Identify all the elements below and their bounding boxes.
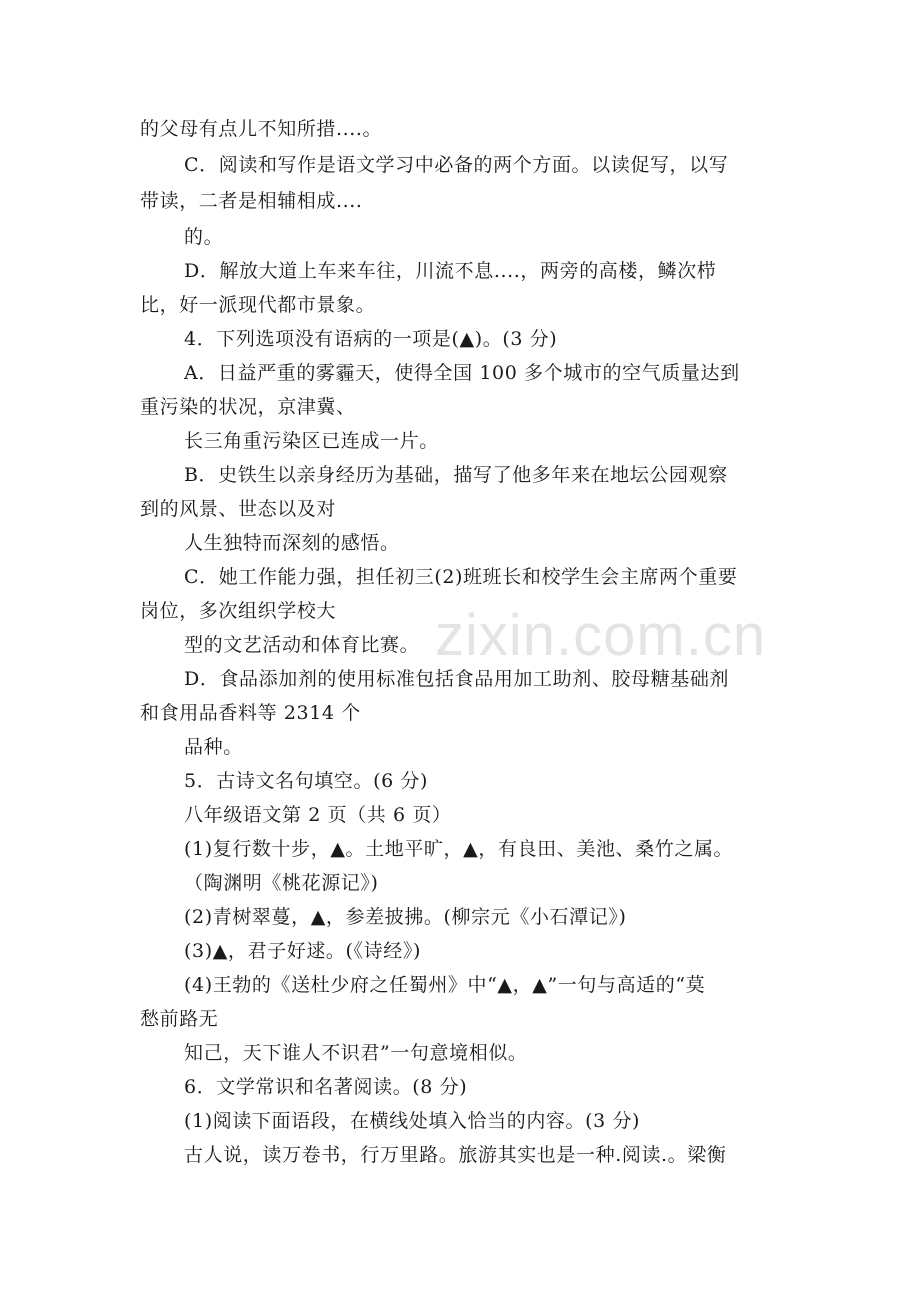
text-line: 到的风景、世态以及对: [140, 498, 337, 520]
page-footer: 八年级语文第 2 页（共 6 页）: [184, 804, 452, 826]
subquestion-6-1: (1)阅读下面语段，在横线处填入恰当的内容。(3 分): [184, 1110, 641, 1132]
poem-item-2: (2)青树翠蔓，▲，参差披拂。(柳宗元《小石潭记》): [184, 906, 627, 928]
question-5-title: 5．古诗文名句填空。(6 分): [184, 770, 429, 792]
question-6-title: 6．文学常识和名著阅读。(8 分): [184, 1076, 468, 1098]
poem-item-1: (1)复行数十步，▲。土地平旷，▲，有良田、美池、桑竹之属。: [184, 838, 734, 860]
text-line: 比，好一派现代都市景象。: [140, 294, 376, 316]
option-a-text: A．日益严重的雾霾天，使得全国 100 多个城市的空气质量达到: [184, 362, 740, 384]
text-line: 愁前路无: [140, 1008, 219, 1030]
text-line: 带读，二者是相辅相成....: [140, 190, 363, 212]
text-line: 型的文艺活动和体育比赛。: [184, 634, 420, 656]
text-line: 长三角重污染区已连成一片。: [184, 430, 439, 452]
text-line: 的父母有点儿不知所措....。: [140, 118, 383, 140]
option-b-text: B．史铁生以亲身经历为基础，描写了他多年来在地坛公园观察: [184, 464, 728, 486]
option-d-text: D．解放大道上车来车往，川流不息....，两旁的高楼，鳞次栉: [184, 260, 717, 282]
option-c-text: C．她工作能力强，担任初三(2)班班长和校学生会主席两个重要: [184, 566, 738, 588]
text-line: 岗位，多次组织学校大: [140, 600, 337, 622]
text-line: 的。: [184, 226, 224, 248]
text-line: 重污染的状况，京津冀、: [140, 396, 356, 418]
option-d-text: D．食品添加剂的使用标准包括食品用加工助剂、胶母糖基础剂: [184, 668, 730, 690]
watermark: zixin.com.cn: [435, 603, 767, 668]
poem-item-3: (3)▲，君子好逑。(《诗经》): [184, 940, 421, 962]
text-line: 古人说，读万卷书，行万里路。旅游其实也是一种.阅读.。梁衡: [184, 1144, 727, 1166]
text-line: 和食用品香料等 2314 个: [140, 702, 361, 724]
question-4-title: 4．下列选项没有语病的一项是(▲)。(3 分): [184, 328, 558, 350]
option-c-text: C．阅读和写作是语文学习中必备的两个方面。以读促写，以写: [184, 154, 729, 176]
poem-item-4: (4)王勃的《送杜少府之任蜀州》中“▲，▲”一句与高适的“莫: [184, 974, 706, 996]
text-line: 品种。: [184, 736, 243, 758]
text-line: 知己，天下谁人不识君”一句意境相似。: [184, 1042, 528, 1064]
text-line: 人生独特而深刻的感悟。: [184, 532, 400, 554]
text-line: （陶渊明《桃花源记》): [184, 872, 379, 894]
